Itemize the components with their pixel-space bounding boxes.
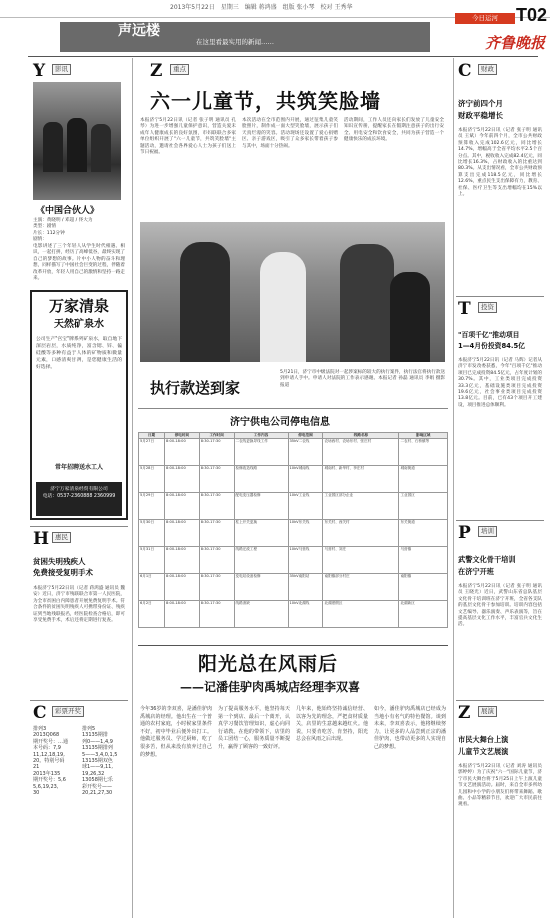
- table-row: [139, 600, 448, 627]
- outage-cell: 8:30-17:30: [199, 492, 234, 519]
- today-tag[interactable]: 今日运河: [455, 13, 515, 24]
- outage-cell: 10kV北湖线: [288, 600, 323, 627]
- outage-cell: 马营村、刘庄: [323, 546, 399, 573]
- outage-cell: 东关街道: [399, 519, 448, 546]
- outage-cell: 8:30-17:30: [199, 438, 234, 465]
- ad-contact: 济宁万家清泉经贸有限公司 电话：0537-2360888 2360999: [36, 482, 122, 516]
- table-row: [139, 492, 448, 519]
- section-banner: [60, 22, 430, 52]
- invest-body: 本报济宁5月22日讯（记者 马辉）记者从济宁市发改委获悉，今年"百项千亿"推动项目已完成投资84.5亿元，占年度计划的30.7%。其中，工业类项目完成投资33.3亿元，基础设施类项目完成投资19.6亿元，社会事业类项目完成投资13.8亿元。目前，已有43个项目开工建设，项目推进总体顺利。: [458, 358, 542, 408]
- outage-cell: 南阳镇部分村庄: [323, 573, 399, 600]
- outage-cell: 8:00-18:00: [165, 492, 200, 519]
- execution-headline: 执行款送到家: [150, 379, 241, 397]
- huimin-body: 本报济宁5月22日讯（记者 蒋鸿盛 通讯员 魏安）近日，济宁市残联联合市第一人民医院，为全市贫困白内障患者开展免费复明手术。符合条件的贫困失明残疾人可携带身份证、残疾证到当地残联报名，经医院检查合格后，即可享受免费手术，术后还将定期进行复查。: [33, 586, 125, 624]
- outage-cell: 城南村、新华村、李庄村: [323, 465, 399, 492]
- outage-cell: 5月27日: [139, 438, 165, 465]
- section-letter-focus: Z: [150, 61, 163, 81]
- exhibition-body: 本报济宁5月22日讯（记者 刘涛 通讯员 郭婷婷）为了庆祝"六一"国际儿童节，济宁市民大舞台将于5月25日上午上演儿童节文艺展演活动。届时，来自全市多所幼儿园和中小学的小朋友们将带来舞蹈、歌曲、小品等精彩节目，欢迎广大市民前往观看。: [458, 764, 542, 808]
- outage-header-cell: 工作内容: [234, 433, 288, 439]
- outage-header-cell: 日期: [139, 433, 165, 439]
- column-divider-left: [132, 58, 133, 918]
- table-row: [139, 546, 448, 573]
- section-letter-lottery: C: [33, 703, 47, 723]
- focus-body-3: 活动期间，工作人员还向家长们发放了儿童安全知识宣传册，提醒家长在假期注意孩子的出行安全、用电安全和饮食安全，共同为孩子营造一个健康快乐的成长环境。: [344, 118, 444, 143]
- finance-title: 济宁前四个月 财政平稳增长: [458, 99, 503, 120]
- banner-title: 声远楼: [118, 23, 160, 39]
- outage-cell: 8:30-17:30: [199, 600, 234, 627]
- outage-cell: 8:00-18:00: [165, 438, 200, 465]
- movie-synopsis: 电影讲述了三个年轻人从学生时代相遇、相识，一起打拼，经历了高峰低谷，最终实现了自己的梦想的故事。片中小人物的奋斗和理想，同样描写了中国社会巨变的过程，伴随着改革开放，年轻人用自己的激情和坚持一路走来。: [33, 244, 125, 282]
- section-name-huimin: 惠民: [52, 532, 71, 543]
- training-title: 武警文化骨干培训 在济宁开班: [458, 555, 516, 576]
- outage-cell: 农场西村、农场东村、张庄村: [323, 438, 399, 465]
- outage-header-cell: 影响区域: [399, 433, 448, 439]
- outage-cell: 城南街道: [399, 465, 448, 492]
- header-rule: [28, 56, 538, 57]
- page-number: T02: [516, 5, 548, 25]
- outage-cell: 5月28日: [139, 465, 165, 492]
- section-letter-film: Y: [33, 61, 46, 81]
- outage-cell: 工业园区部分企业: [323, 492, 399, 519]
- banner-subtitle: 在这里看最实用的新闻……: [196, 38, 274, 46]
- outage-cell: 6月2日: [139, 600, 165, 627]
- outage-cell: 8:00-18:00: [165, 465, 200, 492]
- outage-cell: 6月1日: [139, 573, 165, 600]
- outage-title: 济宁供电公司停电信息: [230, 417, 330, 428]
- ad-subtitle: 天然矿泉水: [54, 319, 104, 330]
- outage-cell: 8:30-17:30: [199, 546, 234, 573]
- table-row: [139, 519, 448, 546]
- outage-cell: 东关村、西关村: [323, 519, 399, 546]
- outage-cell: 工业园区: [399, 492, 448, 519]
- section-name-finance: 财政: [478, 64, 497, 75]
- outage-cell: 10kV城南线: [288, 465, 323, 492]
- outage-cell: 线路消缺: [234, 600, 288, 627]
- column-divider-right: [453, 58, 454, 918]
- outage-cell: 8:30-17:30: [199, 573, 234, 600]
- section-name-training: 培训: [478, 526, 497, 537]
- outage-header-cell: 工作时间: [199, 433, 234, 439]
- outage-cell: 8:30-17:30: [199, 519, 234, 546]
- newspaper-logo: 齐鲁晚报: [485, 34, 546, 52]
- finance-body: 本报济宁5月22日讯（记者 张子明 通讯员 王斌）今年前四个月，全市公共财政预算收入完成102.6亿元，同比增长14.7%，增幅高于全省平均水平2.5个百分点。其中，税收收入完成82.4亿元，同比增长16.3%，占财政收入的比重达到80.3%。从支出情况看，全市公共财政预算支出完成118.5亿元，同比增长12.6%，重点民生支出保障有力，教育、社保、医疗卫生等支出增幅均在15%以上。: [458, 128, 542, 198]
- section-name-film: 影讯: [52, 64, 71, 75]
- outage-cell: 配电变压器检修: [234, 492, 288, 519]
- outage-cell: 北湖度假区: [323, 600, 399, 627]
- story-headline: 阳光总在风雨后: [198, 653, 339, 675]
- outage-cell: 马营镇: [399, 546, 448, 573]
- outage-header-cell: 停电范围: [288, 433, 323, 439]
- outage-cell: 二农村、石桥镇等: [399, 438, 448, 465]
- table-row: [139, 438, 448, 465]
- outage-cell: 10kV工业线: [288, 492, 323, 519]
- outage-cell: 5月31日: [139, 546, 165, 573]
- lottery-col1: 排列3 2013Q068 期开奖号：…通 本号码：7,9 11,12,18,19, 20。特别号码 21 2013年135 期开奖号：5,6 5,6,19,23, 30: [33, 726, 69, 797]
- lottery-col2: 排列5 13135期排 列0——1,4,9 13135期排列 5——3,4,0,1,5 13135期双色 球1——9,11, 19,26,32 13058期七乐 彩开奖号—— 20,21,27,30: [82, 726, 118, 797]
- advertisement: [30, 290, 128, 520]
- ad-slogan: 常年招聘送水工人: [54, 464, 103, 471]
- exhibition-title: 市民大舞台上演 儿童节文艺展演: [458, 735, 509, 756]
- section-letter-exhibition: Z: [458, 703, 471, 723]
- outage-cell: 8:00-18:00: [165, 573, 200, 600]
- movie-title: 《中国合伙人》: [36, 206, 100, 216]
- section-name-exhibition: 展演: [478, 706, 497, 717]
- story-col-1: 今年36岁的李双喜，是潘佳驴肉禹城店的经理。他出生在一个普通的农村家庭，小时候家里条件不好，初中毕业后便外出打工。他做过服务员、学过厨师，吃了很多苦，但从来没有放弃过自己的梦想。: [140, 706, 212, 758]
- outage-header-cell: 停电时间: [165, 433, 200, 439]
- section-name-invest: 投资: [478, 302, 497, 313]
- story-col-3: 几年来，他始终坚持诚信经营、以客为先的理念，严把食材质量关，店里的生意越来越红火。他说，只要肯吃苦、肯坚持，阳光总会在风雨之后出现。: [296, 706, 368, 743]
- section-letter-finance: C: [458, 61, 472, 81]
- outage-cell: 5月30日: [139, 519, 165, 546]
- outage-cell: 5月29日: [139, 492, 165, 519]
- outage-cell: 柱上开关更换: [234, 519, 288, 546]
- outage-cell: 8:00-18:00: [165, 519, 200, 546]
- outage-cell: 8:00-18:00: [165, 546, 200, 573]
- outage-cell: 南阳镇: [399, 573, 448, 600]
- training-body: 本报济宁5月22日讯（记者 张子明 通讯员 王晓光）近日，武警山东省总队基层文化骨干培训班在济宁开班，全省各支队的基层文化骨干参加培训。培训内容包括文艺编导、器乐演奏、声乐表演等，旨在提高基层文化工作水平，丰富官兵文化生活。: [458, 584, 542, 628]
- section-letter-training: P: [458, 523, 471, 543]
- news-photo: [140, 222, 445, 362]
- invest-title: "百项千亿"推动项目 1—4月份投资84.5亿: [458, 331, 526, 350]
- outage-cell: 线路迁改工程: [234, 546, 288, 573]
- story-col-4: 如今，潘佳驴肉禹城店已经成为当地小有名气的特色餐馆。谈到未来，李双喜表示，他将继续努力，让更多的人品尝到正宗的潘佳驴肉，也带动更多的人实现自己的梦想。: [374, 706, 446, 750]
- outage-cell: 35kV二农线: [288, 438, 323, 465]
- outage-cell: 变电站设备检修: [234, 573, 288, 600]
- huimin-title: 贫困失明残疾人 免费接受复明手术: [33, 557, 93, 577]
- outage-cell: 8:30-17:30: [199, 465, 234, 492]
- outage-cell: 二农线更换导线工作: [234, 438, 288, 465]
- focus-body-1: 本报济宁5月22日讯（记者 张子明 通讯员 孔琴）为进一步增强儿童保护意识，营造关爱未成年人健康成长的良好氛围，市妇联联合多家单位组织开展了"六一儿童节，共筑笑脸墙"主题活动，邀请社会各界爱心人士为孩子们送上节日祝福。: [140, 118, 236, 156]
- outage-cell: 北湖新区: [399, 600, 448, 627]
- section-letter-invest: T: [458, 299, 471, 319]
- ad-title: 万家清泉: [48, 297, 109, 315]
- section-name-focus: 重点: [170, 64, 189, 75]
- section-letter-huimin: H: [33, 529, 50, 549]
- outage-table: [138, 432, 448, 628]
- outage-cell: 35kV南阳站: [288, 573, 323, 600]
- section-name-lottery: 彩票开奖: [52, 706, 84, 717]
- issue-meta: 2013年5月22日 星期三 编辑 蒋鸿盛 组版 张小琴 校对 王秀华: [170, 4, 353, 11]
- table-row: [139, 465, 448, 492]
- table-row: [139, 573, 448, 600]
- execution-caption: 5月21日，济宁市中级法院对一起涉案标的较大的执行案件，执行法官将执行款送到申请人手中。申请人对法院的工作表示感谢。本报记者 孙磊 通讯员 李娟 摄影报道: [280, 370, 445, 388]
- outage-cell: 10kV马营线: [288, 546, 323, 573]
- outage-cell: 10kV东关线: [288, 519, 323, 546]
- outage-cell: 8:00-18:00: [165, 600, 200, 627]
- story-subhead: ——记潘佳驴肉禹城店经理李双喜: [180, 680, 361, 694]
- movie-poster: [33, 82, 121, 200]
- movie-credits: 主演：黄晓明 / 邓超 / 佟大为 类型：剧情 片长：112分钟 剧情：: [33, 218, 93, 243]
- focus-headline: 六一儿童节，共筑笑脸墙: [150, 89, 381, 113]
- outage-header-cell: 线路名称: [323, 433, 399, 439]
- focus-body-2: 本次活动在全市范围内开展，通过征集儿童笑脸照片，制作成一面大型笑脸墙，展示孩子们天真烂漫的笑容。活动现场还设置了爱心捐赠区、亲子游戏区，吸引了众多家长带着孩子参与其中，场面十分热闹。: [242, 118, 338, 149]
- outage-cell: 检修改造线路: [234, 465, 288, 492]
- story-col-2: 为了提高服务水平，他坚持每天第一个到店、最后一个离开，认真学习餐饮管理知识，虚心向同行请教。在他的带领下，店里的员工团结一心，服务质量不断提升，赢得了顾客的一致好评。: [218, 706, 290, 750]
- ad-body: 公司生产"宫宝"牌系列矿泉水，取自地下深层岩层，水质纯净，富含锶、锌、偏硅酸等多种有益于人体的矿物质和微量元素，口感清爽甘冽，是您健康生活的好选择。: [36, 337, 122, 370]
